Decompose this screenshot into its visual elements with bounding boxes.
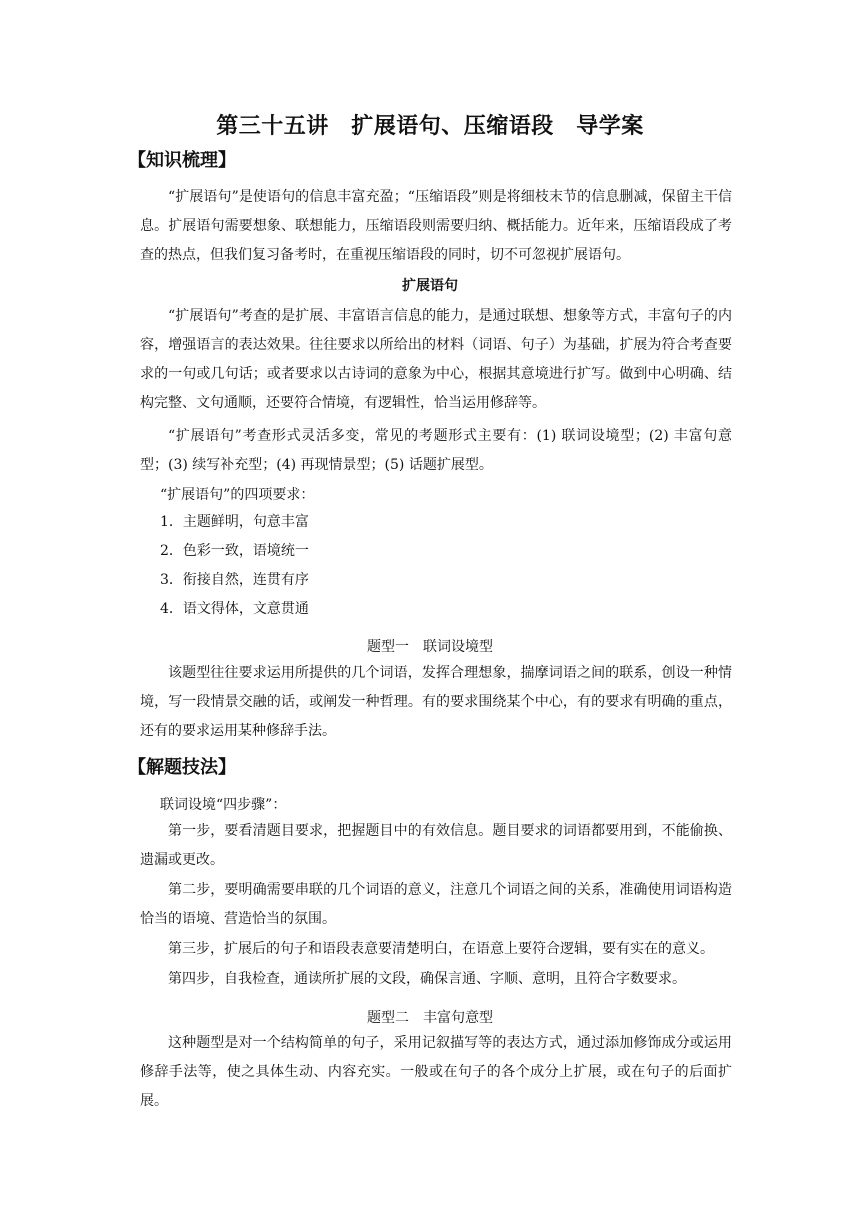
- step-3: 第三步，扩展后的句子和语段表意要清楚明白，在语意上要符合逻辑，要有实在的意义。: [168, 941, 714, 957]
- type2-paragraph: 这种题型是对一个结构简单的句子，采用记叙描写等的表达方式，通过添加修饰成分或运用修辞手法等，使之具体生动、内容充实。一般或在句子的各个成分上扩展，或在句子的后面扩展。: [140, 1035, 732, 1109]
- list-item: 4．语文得体，文意贯通: [160, 601, 309, 617]
- subheading-expand-sentence: 扩展语句: [402, 278, 458, 294]
- intro-paragraph: “扩展语句”是使语句的信息丰富充盈；“压缩语段”则是将细枝末节的信息删减，保留主干信息。扩展语句需要想象、联想能力，压缩语段则需要归纳、概括能力。近年来，压缩语段成了考查的热点，但我们复习备考时，在重视压缩语段的同时，切不可忽视扩展语句。: [140, 189, 732, 263]
- type1-heading: 题型一 联词设境型: [367, 639, 493, 655]
- list-item: 2．色彩一致，语境统一: [160, 543, 309, 559]
- requirements-list: [160, 508, 309, 624]
- requirements-intro: “扩展语句”的四项要求：: [160, 487, 315, 503]
- step-2: 第二步，要明确需要串联的几个词语的意义，注意几个词语之间的关系，准确使用词语构造恰当的语境、营造恰当的氛围。: [140, 882, 732, 927]
- step-4: 第四步，自我检查，通读所扩展的文段，确保言通、字顺、意明，且符合字数要求。: [168, 971, 686, 987]
- expand-paragraph-1: “扩展语句”考查的是扩展、丰富语言信息的能力，是通过联想、想象等方式，丰富句子的内容，增强语言的表达效果。往往要求以所给出的材料（词语、句子）为基础，扩展为符合考查要求的一句或几句话；或者要求以古诗词的意象为中心，根据其意境进行扩写。做到中心明确、结构完整、文句通顺，还要符合情境，有逻辑性，恰当运用修辞等。: [140, 308, 732, 411]
- expand-paragraph-2: “扩展语句”考查形式灵活多变，常见的考题形式主要有：(1) 联词设境型；(2) 丰富句意型；(3) 续写补充型；(4) 再现情景型；(5) 话题扩展型。: [140, 428, 732, 473]
- list-item: 3．衔接自然，连贯有序: [160, 572, 309, 588]
- list-item: 1．主题鲜明，句意丰富: [160, 514, 309, 530]
- step-1: 第一步，要看清题目要求，把握题目中的有效信息。题目要求的词语都要用到，不能偷换、遗漏或更改。: [140, 823, 732, 868]
- page-title: 第三十五讲 扩展语句、压缩语段 导学案: [216, 114, 644, 139]
- section-heading-knowledge: 【知识梳理】: [128, 150, 236, 171]
- type1-paragraph: 该题型往往要求运用所提供的几个词语，发挥合理想象，揣摩词语之间的联系，创设一种情境，写一段情景交融的话，或阐发一种哲理。有的要求围绕某个中心，有的要求有明确的重点，还有的要求运用某种修辞手法。: [140, 665, 732, 739]
- four-steps-intro: 联词设境“四步骤”：: [160, 797, 287, 813]
- type2-heading: 题型二 丰富句意型: [367, 1010, 493, 1026]
- section-heading-techniques: 【解题技法】: [128, 757, 236, 778]
